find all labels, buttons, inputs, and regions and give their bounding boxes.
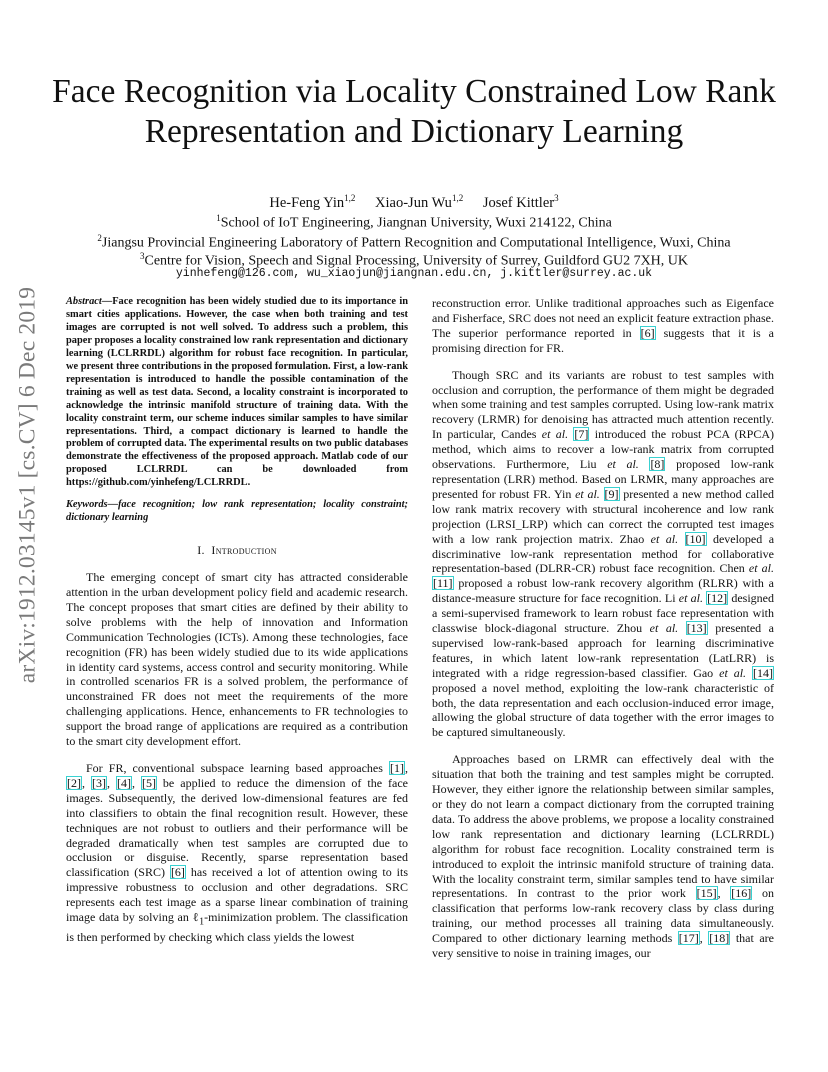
citation-link[interactable]: [9]: [604, 486, 619, 501]
citation-link[interactable]: [14]: [753, 665, 773, 680]
author-1: He-Feng Yin$^{1,2}$: [269, 193, 356, 211]
author-2: Xiao-Jun Wu$^{1,2}$: [375, 193, 464, 211]
citation-link[interactable]: [15]: [696, 886, 717, 901]
intro-paragraph-5: Approaches based on LRMR can effectively deal with the situation that both the training and test samples might be corrupted. However, they either ignore the relationship between similar samples, or they do not learn a compact dictionary from the corrupted training data. To address the above problems, we propose a locality constrained low rank representation and dictionary learning (LCLRRDL) algorithm for robust face recognition. Locality constrained term is introduced to exploit the intrinsic manifold structure of training data. With the locality constraint term, similar samples tend to have similar representations. In contrast to the prior work [15], [16] on classification that performs low-rank recovery class by class during training, our method processes all training data simultaneously. Compared to other dictionary learning methods [17], [18] that are very sensitive to noise in training images, our: [432, 752, 775, 961]
citation-link[interactable]: [6]: [640, 325, 655, 340]
citation-link[interactable]: [17]: [678, 931, 699, 946]
citation-link[interactable]: [10]: [685, 531, 706, 546]
citation-link[interactable]: [12]: [707, 591, 728, 606]
right-column: [432, 296, 774, 961]
citation-link[interactable]: [1]: [390, 760, 404, 775]
arxiv-identifier: arXiv:1912.03145v1 [cs.CV] 6 Dec 2019: [14, 286, 41, 684]
citation-link[interactable]: [13]: [686, 621, 707, 636]
citation-link[interactable]: [2]: [67, 775, 81, 790]
author-emails: yinhefeng@126.com, wu_xiaojun@jiangnan.edu.cn, j.kittler@surrey.ac.uk: [175, 267, 653, 280]
author-3: Josef Kittler$^3$: [482, 193, 559, 211]
citation-link[interactable]: [4]: [116, 775, 131, 790]
intro-paragraph-1: The emerging concept of smart city has attracted considerable attention in the urban development policy field and academic research. The concept proposes that smart cities are defined by their ability to solve problems with the help of innovation and Information Communication Technologies (ICTs). Among these technologies, face recognition (FR) has been widely studied due to its wide applications in identity card systems, access control and security monitoring. While in controlled scenarios FR is a solved problem, the performance of unconstrained FR does not meet the requirements of the more challenging applications. Hence, enhancements to FR technologies to support the broad range of applications are required as a contribution to the smart city development effort.: [66, 570, 408, 749]
citation-link[interactable]: [16]: [731, 886, 752, 901]
affiliation-3: $^3$Centre for Vision, Speech and Signal Processing, University of Surrey, Guildford GU2 7XH, UK: [139, 251, 689, 269]
citation-link[interactable]: [11]: [433, 576, 453, 591]
intro-paragraph-4: Though SRC and its variants are robust to test samples with occlusion and corruption, the performance of them might be degraded when some training and test samples corrupted. Using low-rank matrix recovery (LRMR) for denoising has attracted much attention recently. In particular, Candes et al. [7] introduced the robust PCA (RPCA) method, which aims to recover a low-rank matrix from corrupted observations. Furthermore, Liu et al. [8] proposed low-rank representation (LRR) method. Based on LRMR, many approaches are presented for robust FR. Yin et al. [9] presented a new method called low rank matrix recovery with structural incoherence and low rank projection (LRSI_LRP) which can correct the corrupted test images with a low rank projection matrix. Zhao et al. [10] developed a discriminative low-rank representation method for collaborative representation-based (DLRR-CR) robust face recognition. Chen et al. [11] proposed a robust low-rank recovery algorithm (RLRR) with a distance-measure structure for face recognition. Li et al. [12] designed a semi-supervised framework to learn robust face representation with classwise block-diagonal structure. Zhou et al. [13] presented a supervised low-rank-based approach for learning discriminative features, in which latent low-rank representation (LatLRR) is integrated with a ridge regression-based classifier. Gao et al. [14] proposed a novel method, exploiting the low-rank characteristic of both, the data representation and each occlusion-induced error image, allowing the global structure of data together with the error images to be captured simultaneously.: [432, 367, 775, 740]
citation-link[interactable]: [7]: [574, 427, 589, 442]
intro-paragraph-2: For FR, conventional subspace learning based approaches [1], [2], [3], [4], [5] be applied to reduce the dimension of the face images. Subsequently, the derived low-dimensional features are fed into classifiers to obtain the final recognition result. However, these techniques are not robust to outliers and their performance will be degraded dramatically when test samples are corrupted due to occlusion or disguise. Recently, sparse representation based classification (SRC) [6] has received a lot of attention owing to its impressive robustness to occlusion and other degradations. SRC represents each test image as a sparse linear combination of training image data by solving an ℓ$_1$-minimization problem. The classification is then performed by checking which class yields the lowest: [66, 760, 409, 945]
keywords: Keywords—face recognition; low rank representation; locality constraint; dictionary learning: [66, 499, 408, 524]
affiliation-2: $^2$Jiangsu Provincial Engineering Laboratory of Pattern Recognition and Computational Intelligence, Wuxi, China: [97, 233, 731, 251]
affiliation-1: $^1$School of IoT Engineering, Jiangnan University, Wuxi 214122, China: [216, 213, 612, 231]
arxiv-sidebar: [14, 286, 42, 684]
citation-link[interactable]: [6]: [170, 865, 185, 880]
intro-paragraph-3: reconstruction error. Unlike traditional approaches such as Eigenface and Fisherface, SRC does not need an explicit feature extraction phase. The superior performance reported in [6] suggests that it is a promising direction for FR.: [432, 296, 774, 355]
citation-link[interactable]: [5]: [141, 775, 156, 790]
abstract: Abstract—Face recognition has been widely studied due to its importance in smart cities applications. However, the case when both training and test images are corrupted is not well solved. To address such a problem, this paper proposes a locality constrained low rank representation and dictionary learning (LCLRRDL) algorithm for robust face recognition. In particular, we present three contributions in the proposed formulation. First, a low-rank representation is introduced to handle the possible contamination of the training as well as test data. Second, a locality constraint is incorporated to acknowledge the intrinsic manifold structure of training data. With the locality constraint term, our scheme induces similar samples to have similar representations. Third, a compact dictionary is learned to handle the problem of corrupted data. The experimental results on two public databases demonstrate the effectiveness of the proposed approach. Matlab code of our proposed LCLRRDL can be downloaded from https://github.com/yinhefeng/LCLRRDL.: [66, 296, 408, 489]
paper-title: Face Recognition via Locality Constrained Low Rank Representation and Dictionary Learning: [52, 73, 776, 150]
citation-link[interactable]: [8]: [650, 457, 665, 472]
left-column: [66, 296, 408, 945]
abstract-label: Abstract: [66, 296, 102, 307]
citation-link[interactable]: [3]: [91, 775, 106, 790]
keywords-label: Keywords: [66, 499, 108, 511]
section-heading: I. Introduction: [197, 543, 277, 558]
citation-link[interactable]: [18]: [709, 931, 730, 946]
